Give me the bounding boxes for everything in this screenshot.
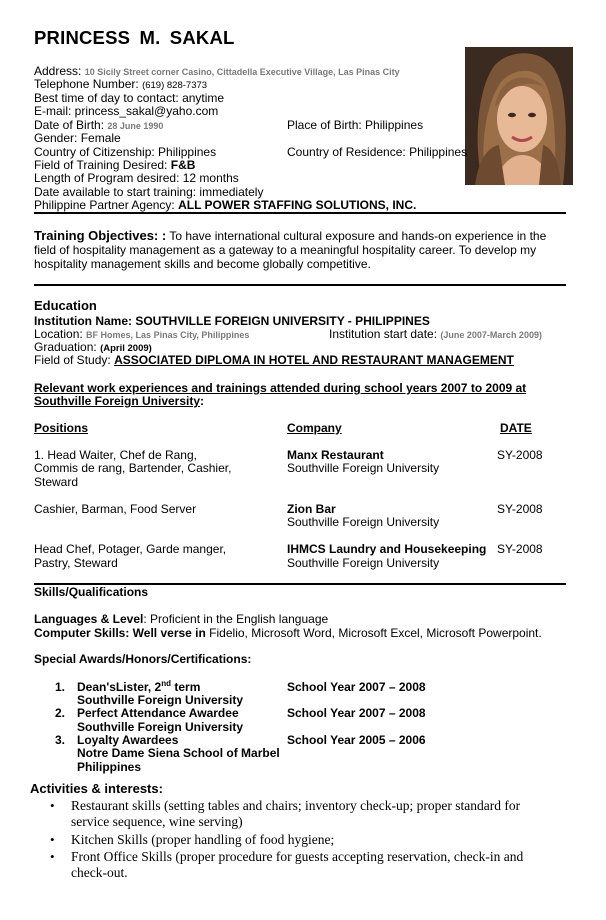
table-row-company: Manx Restaurant bbox=[287, 448, 384, 462]
study-label: Field of Study: bbox=[34, 353, 111, 367]
award-title bbox=[77, 680, 200, 694]
place-of-birth: Place of Birth: Philippines bbox=[287, 118, 424, 132]
table-row-position: Pastry, Steward bbox=[34, 556, 118, 570]
table-row-position: Head Chef, Potager, Garde manger, bbox=[34, 542, 227, 556]
award-number: 3. bbox=[55, 733, 66, 747]
profile-photo-image bbox=[465, 47, 573, 185]
award-title: Perfect Attendance Awardee bbox=[77, 706, 239, 720]
phone-value: (619) 828-7373 bbox=[142, 80, 208, 91]
experience-heading-line2 bbox=[34, 394, 204, 408]
activity-item: Kitchen Skills (proper handling of food hygiene; bbox=[71, 832, 335, 847]
award-org: Philippines bbox=[77, 760, 142, 774]
award-title-mid: Lister, 2 bbox=[115, 680, 162, 694]
activities-heading: Activities & interests: bbox=[30, 781, 163, 796]
objectives-heading: Training Objectives: : bbox=[34, 228, 167, 243]
table-row-date: SY-2008 bbox=[497, 448, 543, 462]
award-org: Notre Dame Siena School of Marbel bbox=[77, 746, 280, 760]
award-year: School Year 2007 – 2008 bbox=[287, 706, 426, 720]
col-header-positions: Positions bbox=[34, 421, 89, 435]
profile-photo bbox=[465, 47, 573, 185]
start-value: (June 2007-March 2009) bbox=[440, 330, 542, 340]
languages-value: : Proficient in the English language bbox=[143, 612, 329, 626]
divider bbox=[34, 583, 566, 585]
bullet-icon: • bbox=[50, 849, 55, 864]
table-row-position: Steward bbox=[34, 475, 79, 489]
award-org: Southville Foreign University bbox=[77, 720, 244, 734]
divider bbox=[34, 212, 566, 214]
graduation-label: Graduation: bbox=[34, 340, 97, 354]
best-time: Best time of day to contact: anytime bbox=[34, 91, 225, 105]
award-title: Loyalty Awardees bbox=[77, 733, 179, 747]
awards-heading: Special Awards/Honors/Certifications: bbox=[34, 652, 252, 666]
dob-label: Date of Birth: bbox=[34, 118, 105, 132]
objectives-paragraph bbox=[34, 229, 566, 271]
citizenship: Country of Citizenship: Philippines bbox=[34, 145, 217, 159]
computer-skills-line bbox=[34, 626, 542, 640]
languages-line bbox=[34, 612, 328, 626]
start-label: Institution start date: bbox=[329, 327, 438, 341]
activity-item: Front Office Skills (proper procedure for guests accepting reservation, check-in and check-out. bbox=[71, 849, 524, 880]
bullet-icon: • bbox=[50, 832, 55, 847]
table-row-date: SY-2008 bbox=[497, 502, 543, 516]
activity-item: Restaurant skills (setting tables and chairs; inventory check-up; proper standard for service sequence, wine serving) bbox=[71, 798, 521, 829]
computer-value: Fidelio, Microsoft Word, Microsoft Excel, Microsoft Powerpoint. bbox=[205, 626, 542, 640]
education-heading: Education bbox=[34, 298, 97, 313]
address-label: Address: bbox=[34, 64, 82, 78]
divider bbox=[34, 284, 566, 286]
graduation-value: (April 2009) bbox=[100, 343, 152, 354]
phone-label: Telephone Number: bbox=[34, 77, 139, 91]
start-date: Date available to start training: immediately bbox=[34, 185, 264, 199]
institution-label: Institution Name: bbox=[34, 314, 132, 328]
institution-line bbox=[34, 314, 430, 328]
field-of-training bbox=[34, 158, 195, 172]
residence: Country of Residence: Philippines bbox=[287, 145, 468, 159]
study-line bbox=[34, 353, 514, 367]
table-row-position: Cashier, Barman, Food Server bbox=[34, 502, 197, 516]
start-date-line bbox=[329, 327, 542, 342]
table-row-position: 1. Head Waiter, Chef de Rang, bbox=[34, 448, 197, 462]
table-row-school: Southville Foreign University bbox=[287, 461, 440, 475]
gender: Gender: Female bbox=[34, 131, 121, 145]
field-value: F&B bbox=[170, 158, 196, 172]
study-value: ASSOCIATED DIPLOMA IN HOTEL AND RESTAURANT MANAGEMENT bbox=[114, 353, 514, 367]
objectives-text: To have international cultural exposure and hands-on experience in the field of hospitality management as a gateway to a meaningful hospitality career. To develop my hospitality management skills and become globally competitive. bbox=[34, 229, 547, 271]
agency-value: ALL POWER STAFFING SOLUTIONS, INC. bbox=[178, 198, 417, 212]
experience-heading-line1: Relevant work experiences and trainings attended during school years 2007 to 2009 at bbox=[34, 381, 527, 395]
award-year: School Year 2007 – 2008 bbox=[287, 680, 426, 694]
agency-label: Philippine Partner Agency: bbox=[34, 198, 175, 212]
skills-heading: Skills/Qualifications bbox=[34, 585, 149, 599]
table-row-company: Zion Bar bbox=[287, 502, 336, 516]
location-value: BF Homes, Las Pinas City, Philippines bbox=[86, 330, 250, 340]
col-header-date: DATE bbox=[500, 421, 532, 435]
program-length: Length of Program desired: 12 months bbox=[34, 171, 239, 185]
field-label: Field of Training Desired: bbox=[34, 158, 168, 172]
institution-value: SOUTHVILLE FOREIGN UNIVERSITY - PHILIPPINES bbox=[135, 314, 430, 328]
award-number: 1. bbox=[55, 680, 66, 694]
computer-label: Computer Skills: Well verse in bbox=[34, 626, 206, 640]
email: E-mail: princess_sakal@yaho.com bbox=[34, 104, 219, 118]
award-number: 2. bbox=[55, 706, 66, 720]
resume-name: PRINCESS M. SAKAL bbox=[34, 27, 235, 48]
location-label: Location: bbox=[34, 327, 83, 341]
partner-agency bbox=[34, 198, 416, 212]
languages-label: Languages & Level bbox=[34, 612, 144, 626]
table-row-company: IHMCS Laundry and Housekeeping bbox=[287, 542, 487, 556]
experience-heading-colon: : bbox=[200, 394, 205, 408]
table-row-date: SY-2008 bbox=[497, 542, 543, 556]
bullet-icon: • bbox=[50, 798, 55, 813]
col-header-company: Company bbox=[287, 421, 342, 435]
table-row-school: Southville Foreign University bbox=[287, 515, 440, 529]
award-title-sup: nd bbox=[161, 679, 172, 688]
table-row-school: Southville Foreign University bbox=[287, 556, 440, 570]
award-year: School Year 2005 – 2006 bbox=[287, 733, 426, 747]
address-value: 10 Sicily Street corner Casino, Cittadella Executive Village, Las Pinas City bbox=[84, 67, 400, 77]
table-row-position: Commis de rang, Bartender, Cashier, bbox=[34, 461, 232, 475]
experience-heading-school: Southville Foreign University bbox=[34, 394, 201, 408]
award-title-post: term bbox=[171, 680, 201, 694]
award-org: Southville Foreign University bbox=[77, 693, 244, 707]
award-title-pre: Dean's bbox=[77, 680, 116, 694]
dob-value: 28 June 1990 bbox=[107, 121, 164, 131]
